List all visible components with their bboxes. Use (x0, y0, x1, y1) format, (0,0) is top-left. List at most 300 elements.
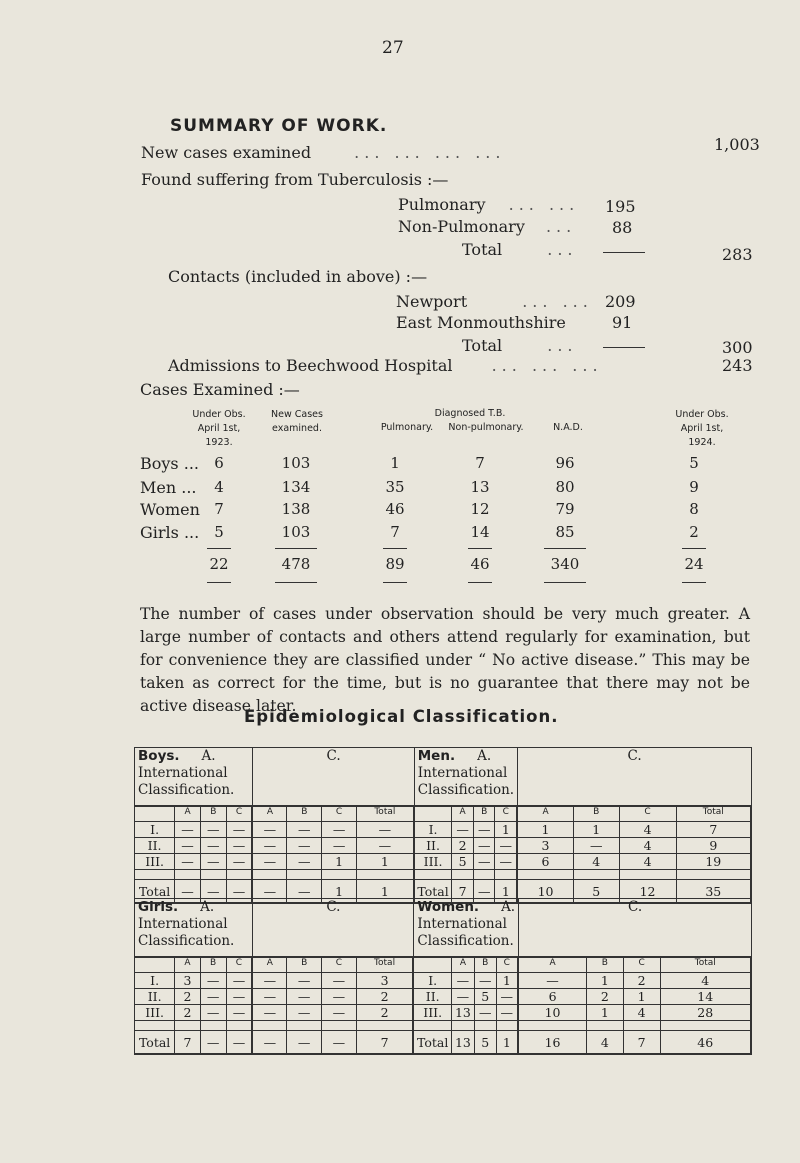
epi-total-cell: 7 (175, 1031, 200, 1054)
epi-cell: — (200, 1005, 226, 1021)
men-a-head (414, 748, 517, 806)
epi-cell: 28 (660, 1005, 750, 1021)
contacts-label: Contacts (included in above) :— (168, 267, 428, 286)
header-non-pulmonary: Non-pulmonary. (448, 422, 524, 433)
epi-cell: 1 (586, 1005, 623, 1021)
row-label: I. (135, 822, 175, 838)
epi-cell: — (226, 838, 252, 854)
epi-row (135, 838, 252, 854)
epi-total-cell: 7 (452, 880, 474, 903)
cases-total-rule (468, 582, 492, 583)
cases-total-cell: 478 (281, 555, 311, 573)
epi-cell: — (452, 822, 474, 838)
epi-cell: — (253, 989, 286, 1005)
epi-row (519, 973, 750, 989)
cases-cell: 103 (281, 523, 311, 541)
epi-total-cell: 35 (676, 880, 750, 903)
epi-cell: — (322, 989, 357, 1005)
new-cases-value: 1,003 (714, 135, 760, 154)
epi-row (414, 1005, 517, 1021)
admissions-label: Admissions to Beechwood Hospital ... ... ... (168, 356, 603, 375)
epi-cell: — (495, 854, 517, 870)
sub-total: Total (356, 958, 413, 973)
classification-label: Classification. (417, 782, 515, 798)
total-label: Total (135, 880, 175, 903)
women-c-body (519, 957, 752, 1055)
cases-total-rule (544, 582, 586, 583)
girls-title: Girls. (138, 899, 179, 915)
sub-c: C (226, 807, 252, 822)
epi-cell: 2 (175, 989, 200, 1005)
cases-row-label: Girls ... (140, 523, 200, 542)
row-label: II. (135, 989, 175, 1005)
sub-c: C (623, 958, 660, 973)
epi-cell: 2 (586, 989, 623, 1005)
east-mon-value: 91 (612, 313, 633, 332)
epi-cell: — (226, 854, 252, 870)
row-label: II. (135, 838, 175, 854)
epi-total-cell: 1 (496, 1031, 518, 1054)
east-mon-label: East Monmouthshire (396, 313, 566, 332)
epi-cell: — (226, 973, 252, 989)
header-nad: N.A.D. (553, 422, 583, 433)
cases-cell: 7 (390, 523, 400, 541)
epi-row (518, 838, 750, 854)
cases-total-cell: 22 (209, 555, 229, 573)
cases-cell: 35 (385, 478, 405, 496)
epi-cell: — (253, 973, 286, 989)
epi-cell: 13 (451, 1005, 474, 1021)
header-diagnosed: Diagnosed T.B. (434, 408, 506, 419)
epi-cell: 4 (619, 838, 676, 854)
contacts-total-rule (603, 347, 645, 348)
epi-row (135, 973, 252, 989)
epi-total-cell: — (226, 1031, 252, 1054)
epi-row (253, 1005, 413, 1021)
row-label-head (414, 958, 451, 973)
epi-total-cell: — (322, 1031, 357, 1054)
c-label: C. (627, 899, 643, 915)
row-label: II. (414, 989, 451, 1005)
epi-total-cell: — (473, 880, 495, 903)
sub-b: B (474, 958, 496, 973)
page-number: 27 (382, 38, 404, 58)
epi-total-cell: 1 (356, 880, 413, 903)
epi-total-cell: 13 (451, 1031, 474, 1054)
epi-cell: 2 (356, 1005, 413, 1021)
c-label: C. (627, 748, 642, 764)
cases-cell: 46 (385, 500, 405, 518)
epi-total-cell: 4 (586, 1031, 623, 1054)
sub-b: B (287, 958, 322, 973)
epi-cell: — (473, 854, 495, 870)
epi-row (415, 822, 517, 838)
summary-title: SUMMARY OF WORK. (170, 116, 388, 136)
total-label: Total (135, 1031, 175, 1054)
row-label: III. (135, 854, 175, 870)
a-label: A. (501, 899, 516, 915)
boys-c-head (253, 748, 414, 806)
cases-total-rule (275, 582, 317, 583)
epi-cell: 1 (356, 854, 413, 870)
cases-cell: 7 (475, 454, 485, 472)
epi-total-cell: 5 (573, 880, 619, 903)
sub-a: A (253, 807, 286, 822)
epi-total-cell: — (253, 1031, 286, 1054)
classification-label: Classification. (138, 782, 235, 798)
admissions-value: 243 (722, 356, 753, 375)
a-label: A. (200, 899, 215, 915)
cases-total-rule (275, 548, 317, 549)
contacts-total-value: 300 (722, 338, 753, 357)
cases-cell: 96 (555, 454, 575, 472)
epi-cell: 1 (586, 973, 623, 989)
epi-row (253, 973, 413, 989)
epi-row (414, 973, 517, 989)
international-label: International (417, 765, 508, 781)
row-label-head (135, 958, 175, 973)
cases-row-label: Boys ... (140, 454, 199, 473)
pulmonary-value: 195 (605, 197, 636, 216)
cases-cell: 138 (281, 500, 311, 518)
sub-c: C (495, 807, 517, 822)
epi-row (518, 822, 750, 838)
cases-examined-label: Cases Examined :— (140, 380, 300, 399)
epi-cell: — (226, 1005, 252, 1021)
epi-total-cell: 5 (474, 1031, 496, 1054)
epi-total-cell: 7 (356, 1031, 413, 1054)
sub-a: A (253, 958, 286, 973)
boys-title: Boys. (138, 748, 180, 764)
cases-row-label: Men ... (140, 478, 197, 497)
classification-label: Classification. (138, 933, 235, 949)
sub-c: C (226, 958, 252, 973)
epi-row (253, 822, 413, 838)
tb-total-label: Total ... (462, 240, 578, 259)
cases-total-cell: 89 (385, 555, 405, 573)
epi-cell: 14 (660, 989, 750, 1005)
epi-row (135, 822, 252, 838)
epi-cell: 1 (495, 822, 517, 838)
total-label: Total (415, 880, 452, 903)
women-a-head (414, 899, 519, 957)
epi-cell: — (253, 1005, 286, 1021)
epi-total-cell: — (175, 880, 201, 903)
row-label: I. (135, 973, 175, 989)
sub-a: A (451, 958, 474, 973)
epi-total-cell: 16 (519, 1031, 586, 1054)
epi-table (134, 747, 752, 904)
sub-c: C (496, 958, 518, 973)
men-title: Men. (417, 748, 456, 764)
epi-cell: — (287, 973, 322, 989)
epi-cell: 1 (623, 989, 660, 1005)
epi-total-cell: — (226, 880, 252, 903)
sub-c: C (322, 807, 357, 822)
epi-cell: — (200, 838, 226, 854)
cases-cell: 7 (214, 500, 224, 518)
epi-cell: — (322, 822, 357, 838)
epi-title: Epidemiological Classification. (244, 707, 559, 726)
epi-row (135, 1005, 252, 1021)
epi-cell: 10 (519, 1005, 586, 1021)
sub-c: C (322, 958, 357, 973)
epi-row (253, 989, 413, 1005)
epi-cell: — (287, 1005, 322, 1021)
epi-cell: 6 (519, 989, 586, 1005)
girls-a-head (135, 899, 253, 957)
epi-row (414, 989, 517, 1005)
cases-total-cell: 340 (550, 555, 580, 573)
row-label-head (135, 807, 175, 822)
epi-cell: — (287, 822, 322, 838)
total-label: Total (414, 1031, 451, 1054)
epi-cell: 2 (623, 973, 660, 989)
men-a-body (414, 806, 517, 904)
epi-cell: — (474, 1005, 496, 1021)
row-label: I. (415, 822, 452, 838)
c-label: C. (326, 748, 341, 764)
cases-cell: 1 (390, 454, 400, 472)
non-pulmonary-label: Non-Pulmonary ... (398, 217, 577, 236)
sub-a: A (519, 958, 586, 973)
epi-cell: — (226, 822, 252, 838)
epi-cell: — (200, 854, 226, 870)
tb-total-value: 283 (722, 245, 753, 264)
header-under-obs-1923: Under Obs. April 1st, 1923. (192, 409, 246, 448)
epi-row (253, 854, 413, 870)
epi-cell: — (226, 989, 252, 1005)
cases-cell: 6 (214, 454, 224, 472)
epi-cell: — (451, 973, 474, 989)
epi-total-cell: 12 (619, 880, 676, 903)
cases-cell: 2 (689, 523, 699, 541)
tb-total-rule (603, 252, 645, 253)
epi-cell: — (287, 854, 322, 870)
epi-cell: 1 (573, 822, 619, 838)
boys-a-body (135, 806, 253, 904)
cases-total-rule (544, 548, 586, 549)
epi-cell: — (175, 822, 201, 838)
epi-cell: 4 (623, 1005, 660, 1021)
cases-total-rule (383, 548, 407, 549)
epi-cell: 3 (356, 973, 413, 989)
cases-cell: 134 (281, 478, 311, 496)
epi-cell: — (451, 989, 474, 1005)
epi-cell: — (253, 838, 286, 854)
c-label: C. (326, 899, 341, 915)
cases-cell: 5 (689, 454, 699, 472)
epi-cell: — (356, 838, 413, 854)
sub-b: B (586, 958, 623, 973)
sub-b: B (573, 807, 619, 822)
women-title: Women. (417, 899, 480, 915)
girls-c-head (253, 899, 414, 957)
row-label-head (415, 807, 452, 822)
epi-total-cell: 1 (495, 880, 517, 903)
epi-cell: 19 (676, 854, 750, 870)
header-under-obs-1924: Under Obs. April 1st, 1924. (675, 409, 729, 448)
epi-cell: — (519, 973, 586, 989)
boys-a-head (135, 748, 253, 806)
epi-cell: 1 (322, 854, 357, 870)
epi-cell: — (253, 822, 286, 838)
epi-total-cell: — (287, 1031, 322, 1054)
epi-cell: 7 (676, 822, 750, 838)
sub-a: A (452, 807, 474, 822)
cases-cell: 5 (214, 523, 224, 541)
international-label: International (138, 765, 228, 781)
epi-cell: 5 (452, 854, 474, 870)
sub-b: B (287, 807, 322, 822)
epi-cell: — (356, 822, 413, 838)
epi-cell: — (175, 854, 201, 870)
cases-cell: 14 (470, 523, 490, 541)
epi-total-cell: — (200, 880, 226, 903)
epi-cell: — (495, 838, 517, 854)
epi-cell: — (253, 854, 286, 870)
row-label: III. (414, 1005, 451, 1021)
girls-c-body (253, 957, 414, 1055)
cases-total-cell: 24 (684, 555, 704, 573)
cases-cell: 103 (281, 454, 311, 472)
newport-value: 209 (605, 292, 636, 311)
epi-cell: 4 (619, 822, 676, 838)
epi-cell: — (474, 973, 496, 989)
epi-row (415, 854, 517, 870)
epi-table (134, 898, 752, 1055)
found-label: Found suffering from Tuberculosis :— (141, 170, 449, 189)
sub-a: A (175, 807, 201, 822)
row-label: III. (415, 854, 452, 870)
cases-total-cell: 46 (470, 555, 490, 573)
epi-cell: — (573, 838, 619, 854)
a-label: A. (477, 748, 492, 764)
sub-a: A (175, 958, 200, 973)
epi-cell: — (287, 989, 322, 1005)
women-a-body (414, 957, 519, 1055)
epi-cell: 2 (175, 1005, 200, 1021)
row-label: II. (415, 838, 452, 854)
row-label: III. (135, 1005, 175, 1021)
epi-total-cell: — (200, 1031, 226, 1054)
girls-a-body (135, 957, 253, 1055)
epi-row (519, 989, 750, 1005)
epi-cell: 4 (660, 973, 750, 989)
women-c-head (519, 899, 752, 957)
epi-cell: 9 (676, 838, 750, 854)
epi-total-cell: 10 (518, 880, 573, 903)
cases-total-rule (207, 582, 231, 583)
classification-label: Classification. (417, 933, 514, 949)
cases-cell: 12 (470, 500, 490, 518)
epi-row (253, 838, 413, 854)
epi-cell: 1 (496, 973, 518, 989)
epi-cell: — (496, 1005, 518, 1021)
newport-label: Newport ... ... (396, 292, 593, 311)
epi-total-cell: — (287, 880, 322, 903)
row-label: I. (414, 973, 451, 989)
sub-c: C (619, 807, 676, 822)
men-c-body (518, 806, 752, 904)
epi-cell: 2 (452, 838, 474, 854)
epi-cell: 4 (573, 854, 619, 870)
epi-cell: 4 (619, 854, 676, 870)
epi-cell: — (287, 838, 322, 854)
contacts-total-label: Total ... (462, 336, 578, 355)
epi-cell: — (322, 973, 357, 989)
cases-cell: 79 (555, 500, 575, 518)
sub-b: B (200, 958, 226, 973)
epi-cell: — (473, 822, 495, 838)
cases-cell: 8 (689, 500, 699, 518)
epi-row (135, 854, 252, 870)
epi-total-cell: 7 (623, 1031, 660, 1054)
cases-row-label: Women (140, 500, 200, 519)
sub-total: Total (660, 958, 750, 973)
epi-row (519, 1005, 750, 1021)
epi-cell: 3 (175, 973, 200, 989)
a-label: A. (201, 748, 216, 764)
cases-total-rule (207, 548, 231, 549)
non-pulmonary-value: 88 (612, 218, 633, 237)
sub-a: A (518, 807, 573, 822)
cases-total-rule (682, 548, 706, 549)
sub-total: Total (676, 807, 750, 822)
sub-b: B (473, 807, 495, 822)
epi-total-cell: 1 (322, 880, 357, 903)
cases-total-rule (682, 582, 706, 583)
sub-total: Total (356, 807, 413, 822)
epi-cell: — (175, 838, 201, 854)
epi-cell: — (322, 1005, 357, 1021)
cases-total-rule (383, 582, 407, 583)
epi-cell: — (200, 989, 226, 1005)
epi-cell: 6 (518, 854, 573, 870)
sub-b: B (200, 807, 226, 822)
international-label: International (138, 916, 228, 932)
epi-total-cell: — (253, 880, 286, 903)
epi-total-cell: 46 (660, 1031, 750, 1054)
epi-row (135, 989, 252, 1005)
epi-cell: 1 (518, 822, 573, 838)
international-label: International (417, 916, 507, 932)
epi-cell: — (496, 989, 518, 1005)
epi-cell: — (473, 838, 495, 854)
new-cases-label: New cases examined ... ... ... ... (141, 143, 506, 162)
cases-cell: 4 (214, 478, 224, 496)
header-pulmonary: Pulmonary. (380, 422, 434, 433)
epi-cell: — (200, 822, 226, 838)
header-new-cases: New Cases examined. (271, 409, 323, 434)
epi-cell: 3 (518, 838, 573, 854)
observation-paragraph: The number of cases under observation should be very much greater. A large number of contacts and others attend regularly for examination, but for convenience they are classified under “ No active disease.” This may be taken as correct for the time, but is no guarantee that there may not be active disease later. (140, 605, 750, 715)
epi-row (415, 838, 517, 854)
boys-c-body (253, 806, 414, 904)
cases-cell: 80 (555, 478, 575, 496)
cases-total-rule (468, 548, 492, 549)
epi-cell: — (322, 838, 357, 854)
cases-cell: 85 (555, 523, 575, 541)
epi-cell: — (200, 973, 226, 989)
epi-cell: 2 (356, 989, 413, 1005)
epi-cell: 5 (474, 989, 496, 1005)
cases-cell: 13 (470, 478, 490, 496)
pulmonary-label: Pulmonary ... ... (398, 195, 580, 214)
cases-cell: 9 (689, 478, 699, 496)
epi-row (518, 854, 750, 870)
men-c-head (518, 748, 752, 806)
